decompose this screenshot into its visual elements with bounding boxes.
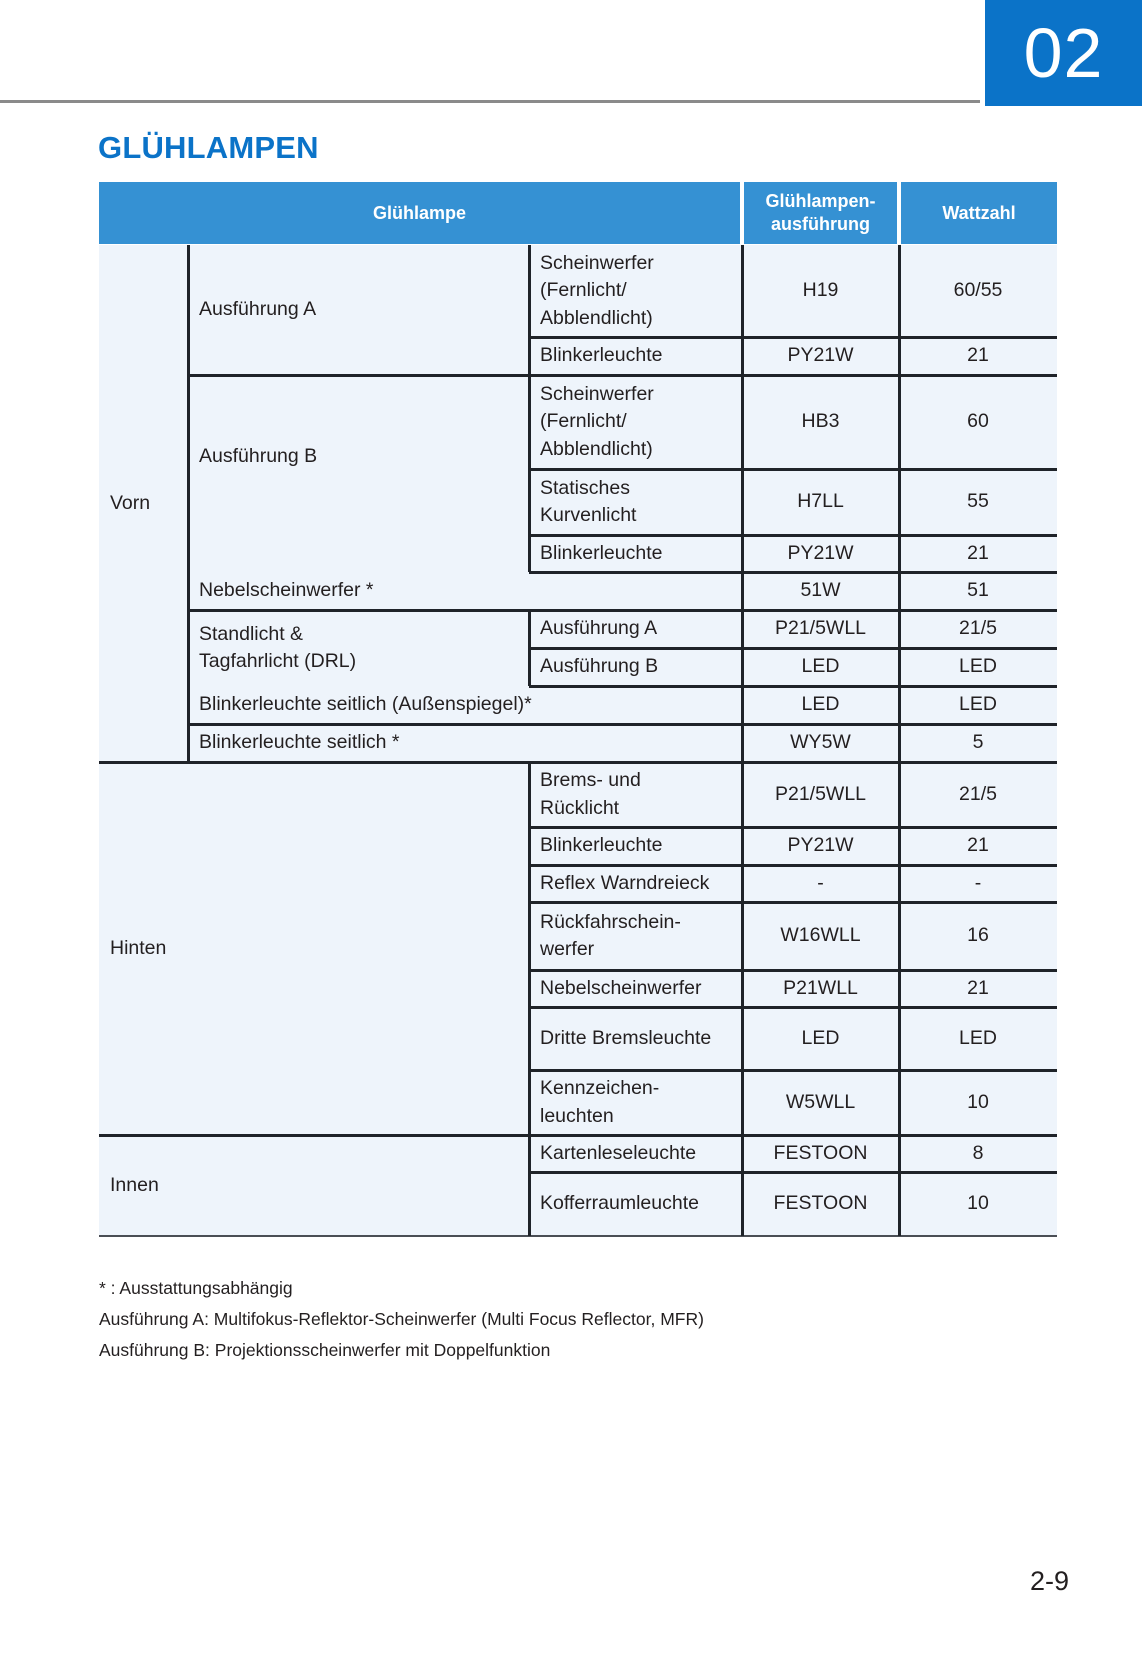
- bulb-name-cell: Blinkerleuchte seitlich (Außenspiegel)*: [199, 693, 532, 716]
- wattage-cell: 21: [967, 344, 989, 367]
- col-divider: [898, 245, 901, 1236]
- group-label-front: Vorn: [110, 491, 151, 514]
- chapter-badge: 02: [985, 0, 1142, 106]
- header-bulb: Glühlampe: [99, 182, 740, 244]
- wattage-cell: 10: [967, 1192, 989, 1215]
- wattage-cell: 21/5: [959, 617, 997, 640]
- wattage-cell: LED: [959, 655, 997, 678]
- row-divider: [188, 609, 529, 612]
- wattage-cell: 16: [967, 924, 989, 947]
- header-type: Glühlampen- ausführung: [744, 182, 897, 244]
- bulb-name-cell: Blinkerleuchte: [540, 344, 663, 367]
- bulb-type-cell: HB3: [801, 410, 840, 433]
- row-divider: [99, 1134, 1057, 1137]
- bulb-name-cell: Ausführung B: [540, 655, 659, 678]
- page-title: GLÜHLAMPEN: [98, 130, 319, 165]
- bulb-type-cell: W16WLL: [780, 924, 861, 947]
- subgroup-version-a: Ausführung A: [199, 298, 317, 321]
- footnote-version-b: Ausführung B: Projektionsscheinwerfer mit Doppelfunktion: [99, 1340, 551, 1360]
- wattage-cell: 5: [972, 731, 984, 754]
- row-divider: [188, 374, 529, 377]
- col-divider: [187, 245, 190, 762]
- bulb-name-cell: Scheinwerfer (Fernlicht/ Abblendlicht): [540, 382, 654, 460]
- bulb-name-cell: Blinkerleuchte: [540, 834, 663, 857]
- wattage-cell: 51: [967, 579, 989, 602]
- wattage-cell: 21/5: [959, 782, 997, 805]
- bulb-type-cell: P21/5WLL: [774, 617, 867, 640]
- bulb-type-cell: H19: [802, 279, 839, 302]
- subgroup-version-b: Ausführung B: [199, 445, 318, 467]
- bulb-type-cell: P21/5WLL: [774, 782, 867, 805]
- bulb-type-cell: P21WLL: [783, 976, 858, 999]
- bulb-type-cell: W5WLL: [785, 1090, 856, 1113]
- footnote-equipment: * : Ausstattungsabhängig: [99, 1278, 293, 1298]
- page-number: 2-9: [1030, 1566, 1070, 1596]
- wattage-cell: 55: [967, 490, 989, 513]
- subgroup-standlicht: Standlicht & Tagfahrlicht (DRL): [199, 622, 357, 672]
- wattage-cell: 21: [967, 541, 989, 564]
- bulb-type-cell: -: [817, 871, 824, 894]
- bulb-name-cell: Reflex Warndreieck: [540, 871, 710, 894]
- wattage-cell: 60/55: [953, 279, 1003, 302]
- col-divider: [528, 610, 531, 686]
- bulb-type-cell: FESTOON: [773, 1141, 868, 1164]
- col-divider: [741, 245, 744, 1236]
- wattage-cell: 8: [972, 1141, 984, 1164]
- bulb-name-cell: Brems- und Rücklicht: [540, 769, 641, 819]
- bulb-type-cell: PY21W: [787, 344, 854, 367]
- bulb-type-cell: LED: [801, 693, 840, 716]
- bulb-name-cell: Statisches Kurvenlicht: [540, 476, 637, 526]
- bulb-type-cell: PY21W: [787, 834, 854, 857]
- wattage-cell: 21: [967, 976, 989, 999]
- bulb-name-cell: Blinkerleuchte: [540, 541, 663, 564]
- wattage-cell: LED: [959, 1026, 997, 1049]
- bulb-name-cell: Blinkerleuchte seitlich *: [199, 731, 400, 754]
- bulb-name-cell: Rückfahrschein- werfer: [540, 910, 681, 960]
- bulb-type-cell: LED: [801, 655, 840, 678]
- bulb-type-cell: WY5W: [790, 731, 851, 754]
- wattage-cell: LED: [959, 693, 997, 716]
- bulb-name-cell: Kofferraumleuchte: [540, 1192, 699, 1215]
- row-divider: [99, 761, 1057, 764]
- bulb-type-cell: H7LL: [797, 490, 844, 513]
- bulb-type-cell: LED: [801, 1026, 840, 1049]
- bulb-type-cell: 51W: [800, 579, 841, 602]
- bulb-type-cell: PY21W: [787, 541, 854, 564]
- col-divider: [528, 245, 531, 572]
- table-bottom-rule: [99, 1235, 1057, 1237]
- bulb-name-cell: Nebelscheinwerfer *: [199, 579, 374, 602]
- wattage-cell: 60: [967, 410, 989, 433]
- bulb-name-cell: Nebelscheinwerfer: [540, 976, 702, 999]
- bulb-name-cell: Dritte Bremsleuchte: [540, 1026, 712, 1049]
- group-label-rear: Hinten: [110, 936, 167, 959]
- bulb-name-cell: Ausführung A: [540, 617, 658, 640]
- wattage-cell: -: [974, 871, 982, 894]
- header-wattage: Wattzahl: [901, 182, 1057, 244]
- group-label-interior: Innen: [110, 1173, 159, 1196]
- footnote-version-a: Ausführung A: Multifokus-Reflektor-Scheinwerfer (Multi Focus Reflector, MFR): [99, 1309, 704, 1329]
- wattage-cell: 21: [967, 834, 989, 857]
- bulb-type-cell: FESTOON: [773, 1192, 868, 1215]
- bulb-name-cell: Kennzeichen- leuchten: [540, 1077, 660, 1127]
- header-rule: [0, 100, 980, 103]
- wattage-cell: 10: [967, 1090, 989, 1113]
- bulb-name-cell: Scheinwerfer (Fernlicht/ Abblendlicht): [540, 251, 654, 329]
- bulb-name-cell: Kartenleseleuchte: [540, 1141, 697, 1164]
- col-divider: [528, 762, 531, 1236]
